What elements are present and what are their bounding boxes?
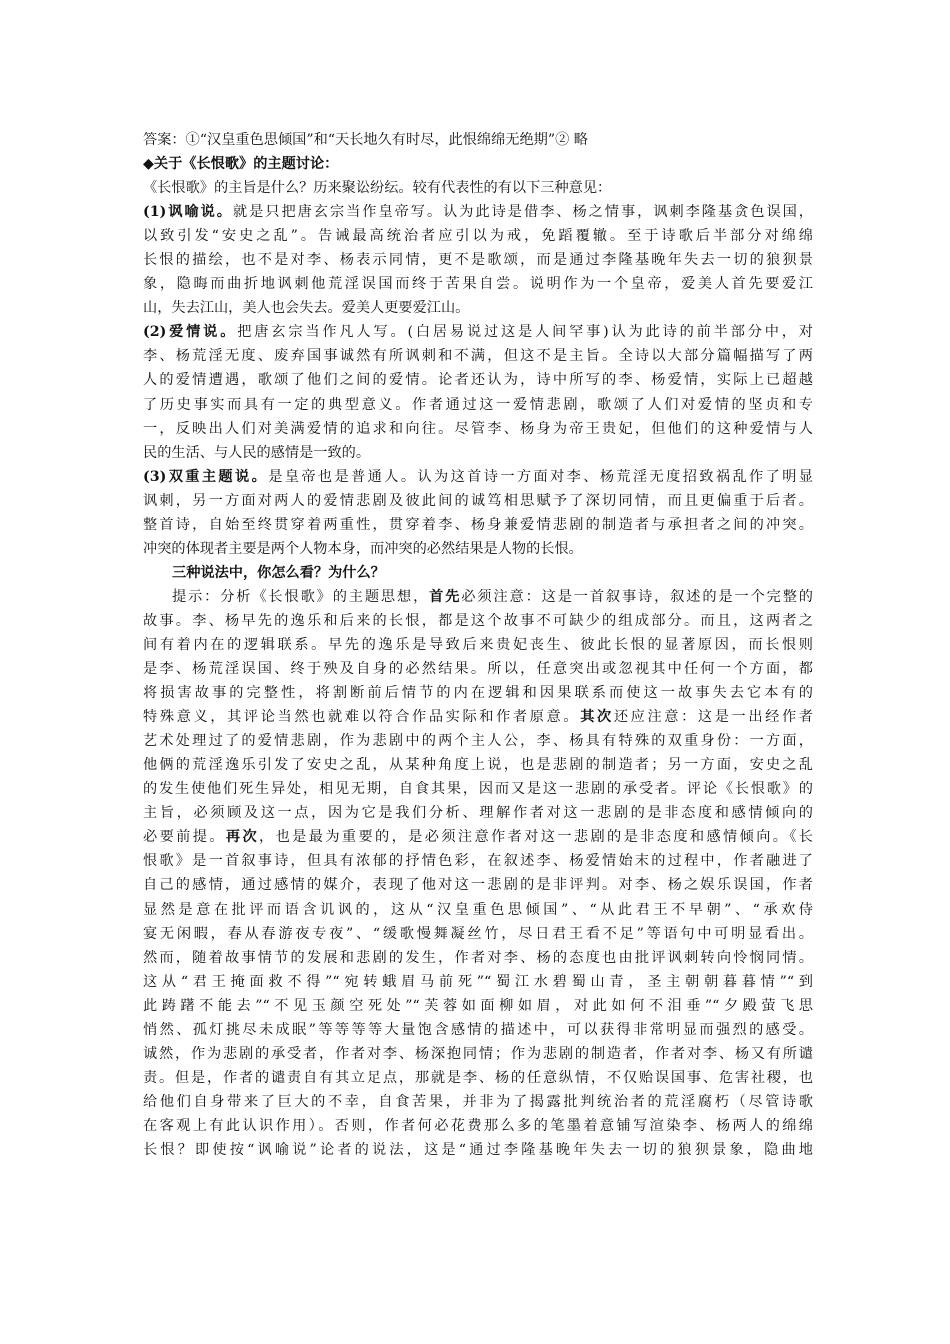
paragraph-line: 长恨的描绘，也不是对李、杨表示同情，更不是歌颂，而是通过李隆基晚年失去一切的狼狈景 xyxy=(143,252,813,269)
paragraph-line: 以致引发“安史之乱”。告诫最高统治者应引以为戒，免蹈覆辙。至于诗歌后半部分对绵绵 xyxy=(143,228,813,245)
paragraph-line: 此踌躇不能去”“不见玉颜空死处”“芙蓉如面柳如眉，对此如何不泪垂”“夕殿萤飞思 xyxy=(143,997,813,1014)
paragraph-line: 宴无闲暇，春从春游夜专夜”、“缓歌慢舞凝丝竹，尽日君王看不足”等语句中可明显看出。 xyxy=(143,925,813,942)
paragraph-line: 恨歌》是一首叙事诗，但具有浓郁的抒情色彩，在叙述李、杨爱情始末的过程中，作者融进了 xyxy=(143,853,813,870)
theme-heading: ◆关于《长恨歌》的主题讨论： xyxy=(143,156,339,173)
paragraph-label: (1)讽喻说。 xyxy=(143,204,233,221)
paragraph-line: 他俩的荒淫逸乐引发了安史之乱，从某种角度上说，也是悲剧的制造者；另一方面，安史之乱 xyxy=(143,757,813,774)
paragraph-allegory xyxy=(143,200,813,320)
paragraph-line: 间有着内在的逻辑联系。早先的逸乐是导致后来贵妃丧生、彼此长恨的显著原因，而长恨则 xyxy=(143,636,813,653)
paragraph-line: 在客观上有此认识作用）。否则，作者何必花费那么多的笔墨着意铺写渲染李、杨两人的绵绵 xyxy=(143,1117,813,1134)
question-line: 三种说法中，你怎么看？为什么？ xyxy=(172,564,385,581)
answer-line: 答案：①“汉皇重色思倾国”和“天长地久有时尽，此恨绵绵无绝期”② 略 xyxy=(143,132,588,148)
paragraph-line: 显然是意在批评而语含讥讽的，这从“汉皇重色思倾国”、“从此君王不早朝”、“承欢侍 xyxy=(143,901,813,918)
paragraph-line: 的发生使他们死生异处，相见无期，自食其果，因而又是这一悲剧的承受者。评论《长恨歌》的 xyxy=(143,781,813,798)
paragraph-line: 必要前提。再次，也是最为重要的，是必须注意作者对这一悲剧的是非态度和感情倾向。《长 xyxy=(143,829,813,846)
paragraph-line: 山，失去江山，美人也会失去。爱美人更要爱江山。 xyxy=(143,300,470,317)
paragraph-love xyxy=(143,320,813,464)
paragraph-line: 然而，随着故事情节的发展和悲剧的发生，作者对李、杨的态度也由批评讽刺转向怜悯同情。 xyxy=(143,949,813,966)
paragraph-line: 是李、杨荒淫误国、终于殃及自身的必然结果。所以，任意突出或忽视其中任何一个方面，都 xyxy=(143,661,813,678)
paragraph-line: 故事。李、杨早先的逸乐和后来的长恨，都是这个故事不可缺少的组成部分。而且，这两者之 xyxy=(143,612,813,629)
paragraph-line: 长恨？即使按“讽喻说”论者的说法，这是“通过李隆基晚年失去一切的狼狈景象，隐曲地 xyxy=(143,1141,813,1158)
paragraph-line: 了历史事实而具有一定的典型意义。作者通过这一爱情悲剧，歌颂了人们对爱情的坚贞和专 xyxy=(143,396,813,413)
paragraph-line: 象，隐晦而曲折地讽刺他荒淫误国而终于苦果自尝。说明作为一个皇帝，爱美人首先要爱江 xyxy=(143,276,813,293)
intro-line: 《长恨歌》的主旨是什么？历来聚讼纷纭。较有代表性的有以下三种意见： xyxy=(143,180,612,197)
paragraph-line: 自己的感情，通过感情的媒介，表现了他对这一悲剧的是非评判。对李、杨之娱乐误国，作者 xyxy=(143,877,813,894)
paragraph-line: 一，反映出人们对美满爱情的追求和向往。尽管李、杨身为帝王贵妃，但他们的这种爱情与人 xyxy=(143,420,813,437)
paragraph-hint xyxy=(143,585,813,1162)
paragraph-line: 这从“君王掩面救不得”“宛转蛾眉马前死”“蜀江水碧蜀山青，圣主朝朝暮暮情”“到 xyxy=(143,973,813,990)
paragraph-line: 讽刺，另一方面对两人的爱情悲剧及彼此间的诚笃相思赋予了深切同情，而且更偏重于后者。 xyxy=(143,492,813,509)
paragraph-line: 整首诗，自始至终贯穿着两重性，贯穿着李、杨身兼爱情悲剧的制造者与承担者之间的冲突。 xyxy=(143,516,813,533)
paragraph-line: (1)讽喻说。就是只把唐玄宗当作皇帝写。认为此诗是借李、杨之情事，讽刺李隆基贪色误国， xyxy=(143,204,813,221)
paragraph-line: (2)爱情说。把唐玄宗当作凡人写。(白居易说过这是人间罕事)认为此诗的前半部分中，对 xyxy=(143,324,813,341)
paragraph-line: 李、杨荒淫无度、废弃国事诚然有所讽刺和不满，但这不是主旨。全诗以大部分篇幅描写了两 xyxy=(143,348,813,365)
paragraph-label: (3)双重主题说。 xyxy=(143,468,269,485)
paragraph-line: 将损害故事的完整性，将割断前后情节的内在逻辑和因果联系而使这一故事失去它本有的 xyxy=(143,685,813,702)
paragraph-line: (3)双重主题说。是皇帝也是普通人。认为这首诗一方面对李、杨荒淫无度招致祸乱作了明显 xyxy=(143,468,813,485)
paragraph-line: 悄然、孤灯挑尽未成眠”等等等等大量饱含感情的描述中，可以获得非常明显而强烈的感受。 xyxy=(143,1021,813,1038)
paragraph-line: 提示：分析《长恨歌》的主题思想，首先必须注意：这是一首叙事诗，叙述的是一个完整的 xyxy=(172,588,813,605)
paragraph-dual-theme xyxy=(143,465,813,561)
paragraph-line: 人的爱情遭遇，歌颂了他们之间的爱情。论者还认为，诗中所写的李、杨爱情，实际上已超越 xyxy=(143,372,813,389)
paragraph-line: 诚然，作为悲剧的承受者，作者对李、杨深抱同情；作为悲剧的制造者，作者对李、杨又有所谴 xyxy=(143,1045,813,1062)
paragraph-line: 冲突的体现者主要是两个人物本身，而冲突的必然结果是人物的长恨。 xyxy=(143,540,583,557)
document-page xyxy=(143,128,813,1162)
paragraph-line: 艺术处理过了的爱情悲剧，作为悲剧中的两个主人公，李、杨具有特殊的双重身份：一方面， xyxy=(143,733,813,750)
paragraph-line: 给他们自身带来了巨大的不幸，自食苦果，并非为了揭露批判统治者的荒淫腐朽（尽管诗歌 xyxy=(143,1093,813,1110)
paragraph-line: 主旨，必须顾及这一点，因为它是我们分析、理解作者对这一悲剧的是非态度和感情倾向的 xyxy=(143,805,813,822)
paragraph-line: 责。但是，作者的谴责自有其立足点，那就是李、杨的任意纵情，不仅贻误国事、危害社稷，也 xyxy=(143,1069,813,1086)
paragraph-label: (2)爱情说。 xyxy=(143,324,238,341)
paragraph-line: 特殊意义，其评论当然也就难以符合作品实际和作者原意。其次还应注意：这是一出经作者 xyxy=(143,709,813,726)
paragraph-line: 民的生活、与人民的感情是一致的。 xyxy=(143,444,371,461)
